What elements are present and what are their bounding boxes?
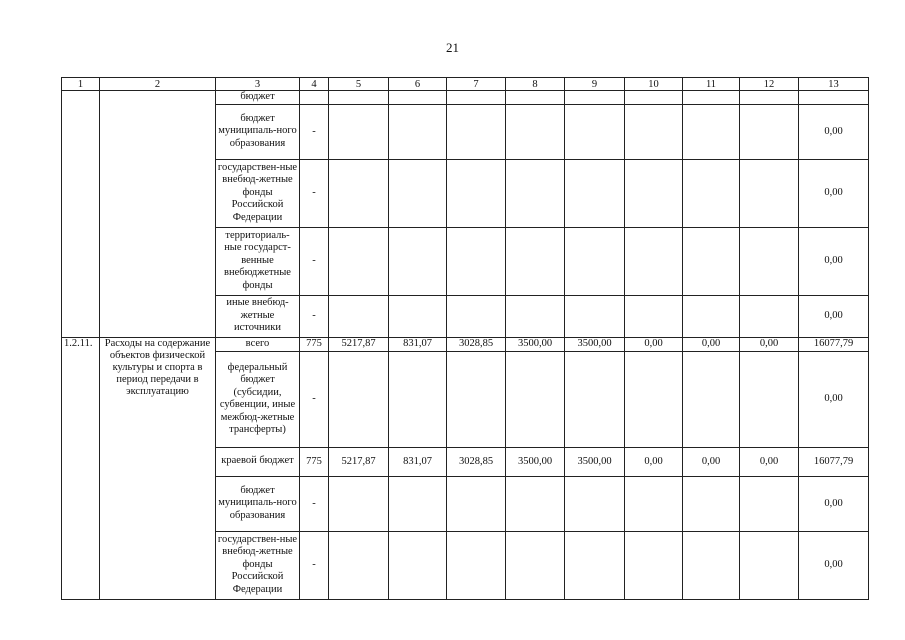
header-cell: 8 xyxy=(506,78,565,91)
header-cell: 3 xyxy=(216,78,300,91)
value-cell: 0,00 xyxy=(625,337,683,351)
value-cell xyxy=(447,295,506,337)
value-cell: - xyxy=(300,227,329,295)
table-row xyxy=(62,91,869,105)
budget-table xyxy=(61,77,869,600)
value-cell xyxy=(329,159,389,227)
value-cell xyxy=(329,91,389,105)
value-cell: - xyxy=(300,159,329,227)
value-cell xyxy=(329,351,389,447)
value-cell xyxy=(625,295,683,337)
value-cell xyxy=(565,227,625,295)
value-cell xyxy=(506,531,565,599)
value-cell xyxy=(329,295,389,337)
value-cell: - xyxy=(300,531,329,599)
value-cell xyxy=(683,104,740,159)
total-cell: 0,00 xyxy=(799,351,869,447)
value-cell xyxy=(625,91,683,105)
value-cell xyxy=(389,531,447,599)
value-cell xyxy=(389,104,447,159)
value-cell xyxy=(683,159,740,227)
funding-source-cell: федеральный бюджет (субсидии, субвенции, иные межбюд-жетные трансферты) xyxy=(216,351,300,447)
page-number: 21 xyxy=(446,40,459,55)
value-cell xyxy=(389,159,447,227)
funding-source-cell: бюджет муниципаль-ного образования xyxy=(216,104,300,159)
header-cell: 7 xyxy=(447,78,506,91)
header-row xyxy=(62,78,869,91)
value-cell: 3500,00 xyxy=(506,447,565,476)
value-cell xyxy=(506,351,565,447)
value-cell: 3500,00 xyxy=(565,447,625,476)
funding-source-cell: бюджет муниципаль-ного образования xyxy=(216,476,300,531)
header-cell: 1 xyxy=(62,78,100,91)
header-cell: 6 xyxy=(389,78,447,91)
value-cell xyxy=(565,476,625,531)
total-cell: 0,00 xyxy=(799,159,869,227)
header-cell: 13 xyxy=(799,78,869,91)
value-cell xyxy=(565,295,625,337)
value-cell xyxy=(683,91,740,105)
value-cell xyxy=(389,91,447,105)
value-cell: 831,07 xyxy=(389,447,447,476)
total-cell: 0,00 xyxy=(799,104,869,159)
total-cell: 0,00 xyxy=(799,531,869,599)
funding-source-cell: краевой бюджет xyxy=(216,447,300,476)
value-cell xyxy=(447,227,506,295)
value-cell xyxy=(625,351,683,447)
value-cell xyxy=(683,295,740,337)
value-cell xyxy=(506,159,565,227)
value-cell: 3028,85 xyxy=(447,337,506,351)
item-description-cell: Расходы на содержание объектов физической культуры и спорта в период передачи в эксплуатацию xyxy=(100,337,216,599)
header-cell: 4 xyxy=(300,78,329,91)
value-cell xyxy=(683,351,740,447)
value-cell xyxy=(447,104,506,159)
value-cell xyxy=(740,295,799,337)
header-cell: 2 xyxy=(100,78,216,91)
value-cell xyxy=(389,476,447,531)
value-cell: 3500,00 xyxy=(565,337,625,351)
value-cell xyxy=(625,476,683,531)
header-cell: 10 xyxy=(625,78,683,91)
value-cell xyxy=(447,476,506,531)
value-cell xyxy=(506,295,565,337)
value-cell xyxy=(740,476,799,531)
total-cell: 0,00 xyxy=(799,295,869,337)
header-cell: 9 xyxy=(565,78,625,91)
value-cell xyxy=(625,104,683,159)
value-cell xyxy=(565,91,625,105)
value-cell: 3500,00 xyxy=(506,337,565,351)
value-cell: 3028,85 xyxy=(447,447,506,476)
funding-source-cell: государствен-ные внебюд-жетные фонды Российской Федерации xyxy=(216,159,300,227)
value-cell xyxy=(506,476,565,531)
value-cell: - xyxy=(300,295,329,337)
value-cell: 775 xyxy=(300,337,329,351)
value-cell xyxy=(740,351,799,447)
header-cell: 11 xyxy=(683,78,740,91)
value-cell: - xyxy=(300,351,329,447)
value-cell xyxy=(389,351,447,447)
item-description-cell xyxy=(100,91,216,338)
value-cell: 5217,87 xyxy=(329,337,389,351)
value-cell xyxy=(740,159,799,227)
value-cell xyxy=(625,227,683,295)
value-cell xyxy=(329,104,389,159)
value-cell xyxy=(506,91,565,105)
value-cell xyxy=(389,295,447,337)
value-cell xyxy=(447,91,506,105)
value-cell xyxy=(683,531,740,599)
total-cell: 0,00 xyxy=(799,476,869,531)
item-number-cell: 1.2.11. xyxy=(62,337,100,599)
value-cell xyxy=(447,531,506,599)
value-cell xyxy=(447,159,506,227)
value-cell: 0,00 xyxy=(683,337,740,351)
value-cell xyxy=(683,227,740,295)
value-cell xyxy=(625,159,683,227)
funding-source-cell: бюджет xyxy=(216,91,300,105)
value-cell xyxy=(506,227,565,295)
total-cell: 16077,79 xyxy=(799,337,869,351)
funding-source-cell: государствен-ные внебюд-жетные фонды Российской Федерации xyxy=(216,531,300,599)
value-cell: 0,00 xyxy=(683,447,740,476)
value-cell xyxy=(329,227,389,295)
value-cell xyxy=(740,104,799,159)
header-cell: 12 xyxy=(740,78,799,91)
value-cell xyxy=(389,227,447,295)
value-cell: 775 xyxy=(300,447,329,476)
total-cell xyxy=(799,91,869,105)
value-cell xyxy=(506,104,565,159)
item-number-cell xyxy=(62,91,100,338)
funding-source-cell: иные внебюд-жетные источники xyxy=(216,295,300,337)
value-cell: 831,07 xyxy=(389,337,447,351)
value-cell: 0,00 xyxy=(740,337,799,351)
value-cell xyxy=(565,159,625,227)
funding-source-cell: территориаль-ные государст-венные внебюджетные фонды xyxy=(216,227,300,295)
total-cell: 16077,79 xyxy=(799,447,869,476)
total-cell: 0,00 xyxy=(799,227,869,295)
value-cell: - xyxy=(300,104,329,159)
value-cell xyxy=(740,91,799,105)
value-cell xyxy=(300,91,329,105)
value-cell: 0,00 xyxy=(625,447,683,476)
value-cell xyxy=(740,227,799,295)
value-cell: 5217,87 xyxy=(329,447,389,476)
header-cell: 5 xyxy=(329,78,389,91)
value-cell xyxy=(565,351,625,447)
value-cell xyxy=(683,476,740,531)
value-cell xyxy=(740,531,799,599)
value-cell xyxy=(565,104,625,159)
table-row xyxy=(62,337,869,351)
funding-source-cell: всего xyxy=(216,337,300,351)
value-cell xyxy=(625,531,683,599)
value-cell: - xyxy=(300,476,329,531)
value-cell xyxy=(329,531,389,599)
value-cell xyxy=(565,531,625,599)
value-cell: 0,00 xyxy=(740,447,799,476)
value-cell xyxy=(329,476,389,531)
value-cell xyxy=(447,351,506,447)
